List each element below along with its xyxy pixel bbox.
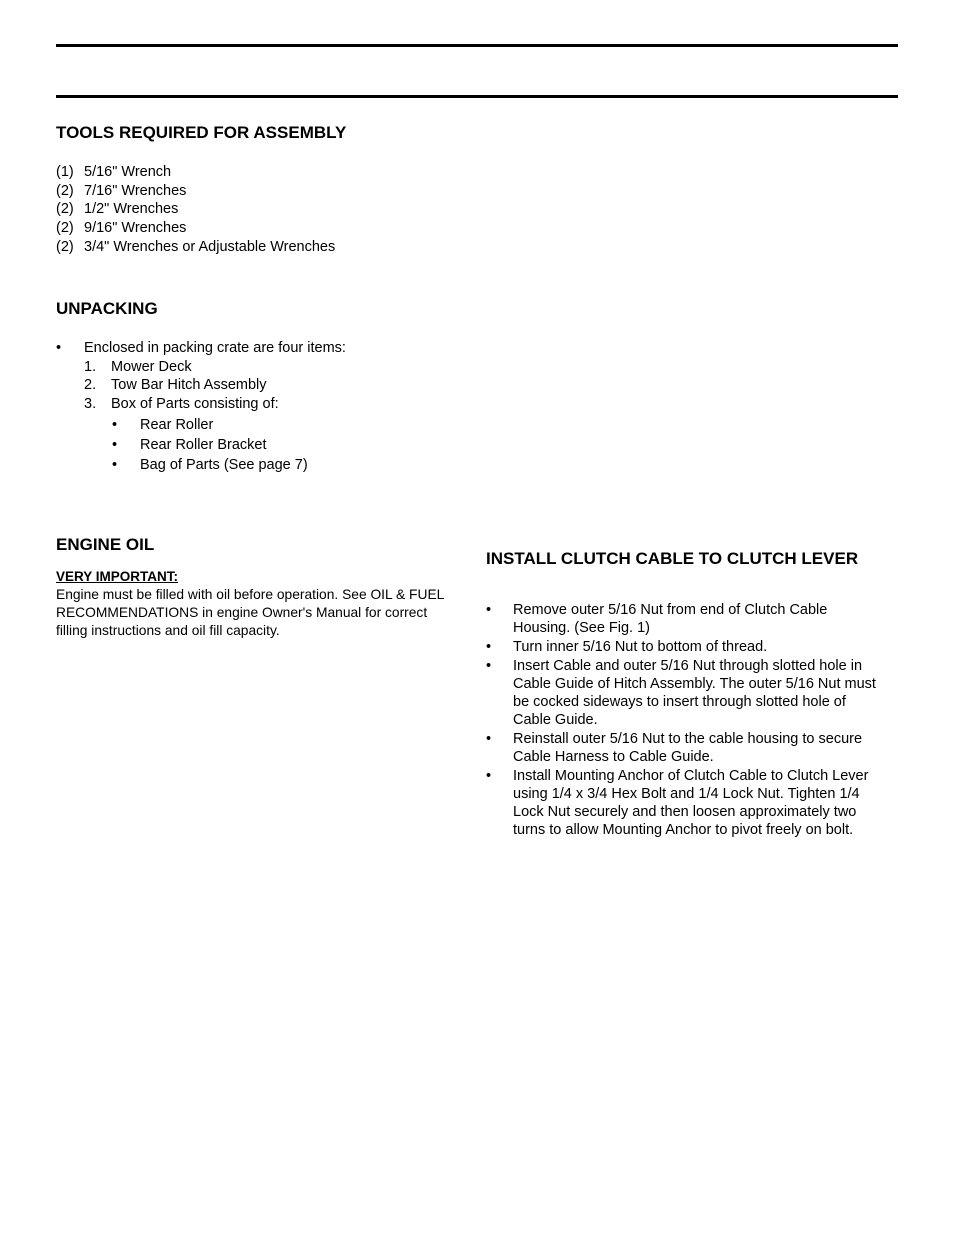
bullet-icon: •: [486, 731, 492, 747]
bullet-icon: •: [56, 340, 62, 356]
list-item: [56, 416, 346, 435]
list-item: [486, 657, 886, 729]
item-number: 3.: [84, 396, 97, 413]
item-text: Tow Bar Hitch Assembly: [111, 377, 267, 394]
list-item: [486, 730, 886, 766]
list-item: [56, 395, 346, 414]
bullet-icon: •: [486, 639, 492, 655]
list-item: [56, 358, 346, 377]
tool-name: 9/16" Wrenches: [84, 220, 187, 237]
list-item: [56, 376, 346, 395]
tool-name: 3/4" Wrenches or Adjustable Wrenches: [84, 238, 336, 255]
important-label: VERY IMPORTANT:: [56, 569, 179, 584]
bullet-icon: •: [112, 416, 118, 433]
subitem-text: Rear Roller: [140, 416, 214, 433]
list-item: [56, 182, 335, 201]
step-text: Insert Cable and outer 5/16 Nut through slotted hole in Cable Guide of Hitch Assembly. The outer 5/16 Nut must be cocked sideways to insert through slotted hole of Cable Guide.: [513, 658, 876, 728]
clutch-heading: INSTALL CLUTCH CABLE TO CLUTCH LEVER: [486, 549, 859, 568]
tool-qty: (2): [56, 220, 74, 237]
list-item: [56, 238, 335, 257]
tool-qty: (2): [56, 182, 74, 199]
unpacking-heading: UNPACKING: [56, 299, 158, 318]
item-text: Box of Parts consisting of:: [111, 396, 279, 413]
list-item: [56, 339, 346, 358]
list-item: [56, 456, 346, 475]
step-text: Remove outer 5/16 Nut from end of Clutch Cable Housing. (See Fig. 1): [513, 602, 828, 636]
bullet-icon: •: [486, 602, 492, 618]
list-item: [486, 638, 886, 656]
bullet-icon: •: [486, 768, 492, 784]
list-item: [56, 163, 335, 182]
step-text: Install Mounting Anchor of Clutch Cable to Clutch Lever using 1/4 x 3/4 Hex Bolt and 1/4 Lock Nut. Tighten 1/4 Lock Nut securely and then loosen approximately two turns to allow Mounting Anchor to pivot freely on bolt.: [513, 768, 869, 838]
unpacking-intro: Enclosed in packing crate are four items:: [84, 340, 346, 356]
list-item: [56, 219, 335, 238]
bullet-icon: •: [486, 658, 492, 674]
tool-qty: (2): [56, 201, 74, 218]
engine-oil-body: Engine must be filled with oil before operation. See OIL & FUEL RECOMMENDATIONS in engine Owner's Manual for correct filling instructions and oil fill capacity.: [56, 587, 444, 638]
engine-oil-heading: ENGINE OIL: [56, 535, 155, 554]
list-item: [486, 601, 886, 637]
unpacking-list: [56, 339, 346, 475]
item-text: Mower Deck: [111, 358, 192, 375]
tool-name: 7/16" Wrenches: [84, 182, 187, 199]
tools-list: [56, 163, 335, 257]
subitem-text: Bag of Parts (See page 7): [140, 457, 308, 474]
tool-qty: (2): [56, 238, 74, 255]
bullet-icon: •: [112, 436, 118, 453]
item-number: 1.: [84, 358, 97, 375]
list-item: [486, 767, 886, 839]
tools-heading: TOOLS REQUIRED FOR ASSEMBLY: [56, 123, 347, 142]
list-item: [56, 436, 346, 455]
tool-name: 1/2" Wrenches: [84, 201, 179, 218]
header-rule: [56, 95, 898, 98]
list-item: [56, 200, 335, 219]
step-text: Turn inner 5/16 Nut to bottom of thread.: [513, 639, 768, 655]
subitem-text: Rear Roller Bracket: [140, 436, 267, 453]
bullet-icon: •: [112, 457, 118, 474]
tool-name: 5/16" Wrench: [84, 164, 172, 180]
top-rule: [56, 44, 898, 47]
clutch-steps-list: [486, 601, 886, 840]
tool-qty: (1): [56, 164, 74, 180]
step-text: Reinstall outer 5/16 Nut to the cable housing to secure Cable Harness to Cable Guide.: [513, 731, 863, 765]
item-number: 2.: [84, 377, 97, 394]
